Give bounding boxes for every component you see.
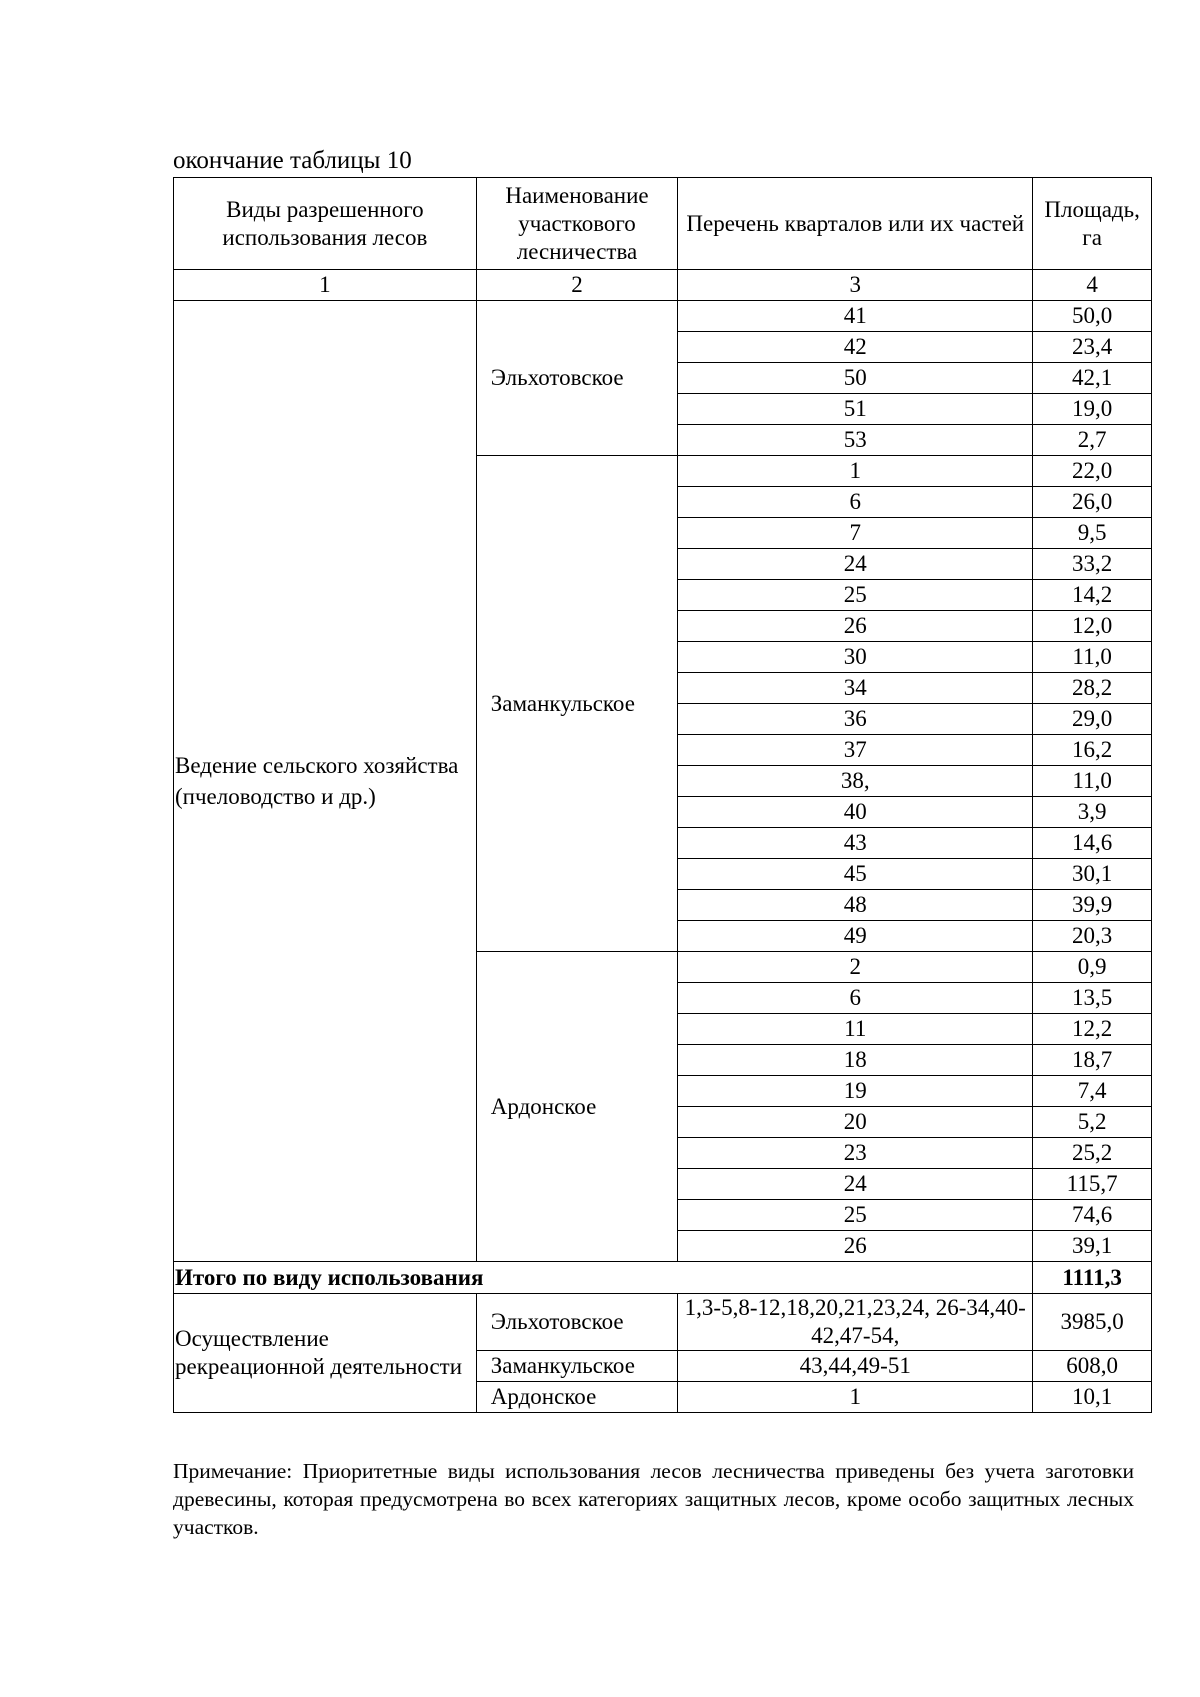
quarter-cell: 24 <box>678 549 1033 580</box>
area-cell: 18,7 <box>1033 1045 1152 1076</box>
area-cell: 11,0 <box>1033 642 1152 673</box>
area-cell: 74,6 <box>1033 1200 1152 1231</box>
area-cell: 12,2 <box>1033 1014 1152 1045</box>
quarter-cell: 36 <box>678 704 1033 735</box>
area-cell: 42,1 <box>1033 363 1152 394</box>
area-cell: 30,1 <box>1033 859 1152 890</box>
area-cell: 2,7 <box>1033 425 1152 456</box>
quarter-cell: 23 <box>678 1138 1033 1169</box>
area-cell: 5,2 <box>1033 1107 1152 1138</box>
quarter-cell: 49 <box>678 921 1033 952</box>
forest-use-table <box>173 177 1152 1413</box>
area-cell: 13,5 <box>1033 983 1152 1014</box>
total-label: Итого по виду использования <box>174 1262 1033 1294</box>
quarter-cell: 50 <box>678 363 1033 394</box>
area-cell: 50,0 <box>1033 301 1152 332</box>
total-row <box>174 1262 1152 1294</box>
quarter-cell: 6 <box>678 487 1033 518</box>
use-kind-cell: Осуществление рекреационной деятельности <box>174 1294 477 1413</box>
area-cell: 23,4 <box>1033 332 1152 363</box>
forestry-name-cell: Заманкульское <box>476 1351 677 1382</box>
column-number: 1 <box>174 270 477 301</box>
area-cell: 11,0 <box>1033 766 1152 797</box>
area-cell: 19,0 <box>1033 394 1152 425</box>
area-cell: 608,0 <box>1033 1351 1152 1382</box>
quarter-cell: 2 <box>678 952 1033 983</box>
forestry-name-cell: Заманкульское <box>476 456 677 952</box>
area-cell: 26,0 <box>1033 487 1152 518</box>
area-cell: 12,0 <box>1033 611 1152 642</box>
area-cell: 0,9 <box>1033 952 1152 983</box>
quarter-cell: 1,3-5,8-12,18,20,21,23,24, 26-34,40-42,47-54, <box>678 1294 1033 1351</box>
quarter-cell: 25 <box>678 1200 1033 1231</box>
area-cell: 7,4 <box>1033 1076 1152 1107</box>
area-cell: 14,2 <box>1033 580 1152 611</box>
quarter-cell: 18 <box>678 1045 1033 1076</box>
header-area: Площадь, га <box>1033 178 1152 270</box>
area-cell: 29,0 <box>1033 704 1152 735</box>
header-kind: Виды разрешенного использования лесов <box>174 178 477 270</box>
quarter-cell: 30 <box>678 642 1033 673</box>
quarter-cell: 45 <box>678 859 1033 890</box>
area-cell: 16,2 <box>1033 735 1152 766</box>
area-cell: 28,2 <box>1033 673 1152 704</box>
column-number: 4 <box>1033 270 1152 301</box>
quarter-cell: 25 <box>678 580 1033 611</box>
quarter-cell: 34 <box>678 673 1033 704</box>
header-row <box>174 178 1152 270</box>
table-row <box>174 301 1152 332</box>
area-cell: 22,0 <box>1033 456 1152 487</box>
header-forestry: Наименование участкового лесничества <box>476 178 677 270</box>
column-number: 2 <box>476 270 677 301</box>
area-cell: 9,5 <box>1033 518 1152 549</box>
header-quarters: Перечень кварталов или их частей <box>678 178 1033 270</box>
column-number-row <box>174 270 1152 301</box>
area-cell: 3,9 <box>1033 797 1152 828</box>
area-cell: 39,9 <box>1033 890 1152 921</box>
quarter-cell: 19 <box>678 1076 1033 1107</box>
table-row <box>174 1294 1152 1351</box>
quarter-cell: 43 <box>678 828 1033 859</box>
quarter-cell: 7 <box>678 518 1033 549</box>
area-cell: 14,6 <box>1033 828 1152 859</box>
quarter-cell: 20 <box>678 1107 1033 1138</box>
column-number: 3 <box>678 270 1033 301</box>
total-value: 1111,3 <box>1033 1262 1152 1294</box>
quarter-cell: 42 <box>678 332 1033 363</box>
quarter-cell: 41 <box>678 301 1033 332</box>
quarter-cell: 6 <box>678 983 1033 1014</box>
area-cell: 10,1 <box>1033 1382 1152 1413</box>
quarter-cell: 37 <box>678 735 1033 766</box>
quarter-cell: 26 <box>678 611 1033 642</box>
quarter-cell: 53 <box>678 425 1033 456</box>
quarter-cell: 38, <box>678 766 1033 797</box>
quarter-cell: 40 <box>678 797 1033 828</box>
quarter-cell: 51 <box>678 394 1033 425</box>
forestry-name-cell: Ардонское <box>476 952 677 1262</box>
use-kind-cell: Ведение сельского хозяйства (пчеловодство и др.) <box>174 301 477 1262</box>
quarter-cell: 1 <box>678 456 1033 487</box>
area-cell: 39,1 <box>1033 1231 1152 1262</box>
quarter-cell: 24 <box>678 1169 1033 1200</box>
forestry-name-cell: Эльхотовское <box>476 301 677 456</box>
forestry-name-cell: Ардонское <box>476 1382 677 1413</box>
quarter-cell: 26 <box>678 1231 1033 1262</box>
area-cell: 115,7 <box>1033 1169 1152 1200</box>
table-note: Примечание: Приоритетные виды использования лесов лесничества приведены без учета заготовки древесины, которая предусмотрена во всех категориях защитных лесов, кроме особо защитных лесных участков. <box>173 1459 1134 1539</box>
quarter-cell: 48 <box>678 890 1033 921</box>
table-caption: окончание таблицы 10 <box>173 147 412 174</box>
quarter-cell: 11 <box>678 1014 1033 1045</box>
forestry-name-cell: Эльхотовское <box>476 1294 677 1351</box>
area-cell: 3985,0 <box>1033 1294 1152 1351</box>
area-cell: 33,2 <box>1033 549 1152 580</box>
quarter-cell: 1 <box>678 1382 1033 1413</box>
area-cell: 20,3 <box>1033 921 1152 952</box>
quarter-cell: 43,44,49-51 <box>678 1351 1033 1382</box>
area-cell: 25,2 <box>1033 1138 1152 1169</box>
